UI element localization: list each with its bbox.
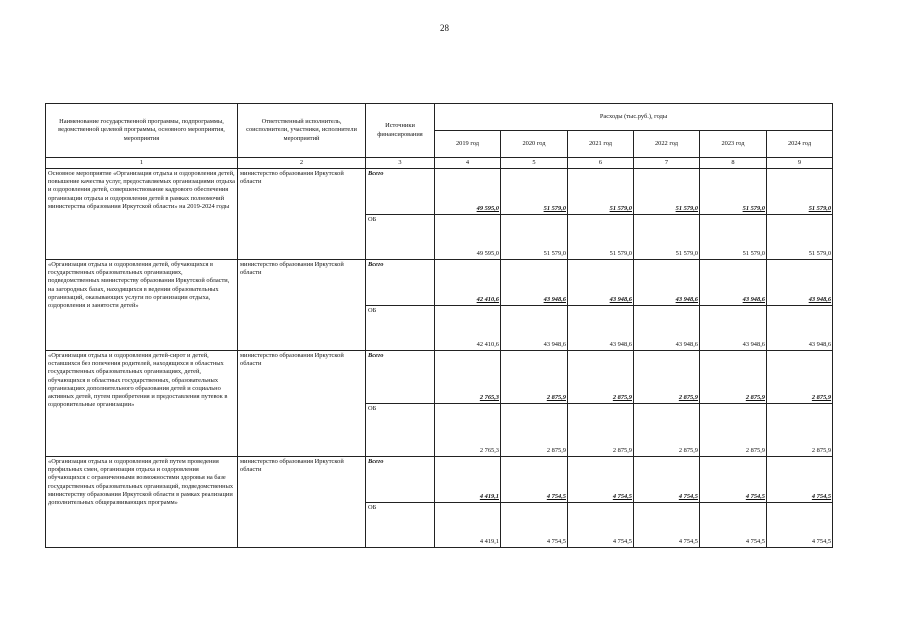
- header-name-column: Наименование государственной программы, подпрограммы, ведомственной целевой программы, основного мероприятия, мероприятия: [46, 104, 238, 158]
- header-year: 2020 год: [501, 131, 568, 158]
- ob-value: 4 754,5: [634, 503, 700, 548]
- header-year: 2021 год: [568, 131, 634, 158]
- total-value: 4 754,5: [700, 457, 767, 503]
- total-value: 42 410,6: [435, 260, 501, 306]
- total-value: 2 875,9: [634, 351, 700, 404]
- total-value: 2 875,9: [700, 351, 767, 404]
- total-value: 51 579,0: [634, 169, 700, 215]
- header-expenses: Расходы (тыс.руб.), годы: [435, 104, 833, 131]
- total-value: 51 579,0: [501, 169, 568, 215]
- total-value: 2 765,3: [435, 351, 501, 404]
- header-year: 2024 год: [767, 131, 833, 158]
- ob-value: 2 875,9: [767, 404, 833, 457]
- column-number: 4: [435, 158, 501, 169]
- ob-value: 51 579,0: [634, 215, 700, 260]
- ob-value: 51 579,0: [501, 215, 568, 260]
- activity-name: «Организация отдыха и оздоровления детей, обучающихся в государственных образовательных организациях, подведомственных министерству образования Иркутской области, на загородных базах, находящихся в ведении образовательных организаций, оказывающих услуги по организации отдыха, оздоровления и занятости детей»: [46, 260, 238, 351]
- total-value: 2 875,9: [501, 351, 568, 404]
- ob-value: 4 419,1: [435, 503, 501, 548]
- executor: министерство образования Иркутской области: [238, 169, 366, 260]
- total-value: 2 875,9: [767, 351, 833, 404]
- table-row: [46, 351, 833, 404]
- total-value: 4 754,5: [568, 457, 634, 503]
- activity-name: «Организация отдыха и оздоровления детей-сирот и детей, оставшихся без попечения родителей, находящихся в областных государственных образовательных организациях, детей, обучающихся в областных государственных, образовательных организациях дополнительного образования детей и социально активных детей, путем приобретения и предоставления путевок в оздоровительные организации»: [46, 351, 238, 457]
- financing-table: [45, 103, 833, 548]
- total-value: 43 948,6: [568, 260, 634, 306]
- source-ob: ОБ: [366, 503, 435, 548]
- ob-value: 43 948,6: [634, 306, 700, 351]
- total-value: 43 948,6: [700, 260, 767, 306]
- column-number: 1: [46, 158, 238, 169]
- column-number: 3: [366, 158, 435, 169]
- ob-value: 43 948,6: [568, 306, 634, 351]
- total-value: 43 948,6: [767, 260, 833, 306]
- table-row: [46, 457, 833, 503]
- ob-value: 2 875,9: [700, 404, 767, 457]
- total-value: 43 948,6: [634, 260, 700, 306]
- ob-value: 4 754,5: [501, 503, 568, 548]
- ob-value: 2 765,3: [435, 404, 501, 457]
- executor: министерство образования Иркутской области: [238, 457, 366, 548]
- total-value: 49 595,0: [435, 169, 501, 215]
- column-number: 6: [568, 158, 634, 169]
- ob-value: 43 948,6: [501, 306, 568, 351]
- total-value: 4 754,5: [767, 457, 833, 503]
- table-row: [46, 169, 833, 215]
- page-number: 28: [440, 23, 449, 33]
- source-total: Всего: [366, 169, 435, 215]
- ob-value: 42 410,6: [435, 306, 501, 351]
- header-year: 2022 год: [634, 131, 700, 158]
- total-value: 51 579,0: [767, 169, 833, 215]
- ob-value: 43 948,6: [700, 306, 767, 351]
- ob-value: 2 875,9: [634, 404, 700, 457]
- ob-value: 51 579,0: [767, 215, 833, 260]
- activity-name: «Организация отдыха и оздоровления детей путем проведения профильных смен, организация отдыха и оздоровления обучающихся с ограниченными возможностями здоровья на базе государственных образовательных организаций, подведомственных министерству образования Иркутской области в рамках реализации дополнительных общеразвивающих программ»: [46, 457, 238, 548]
- header-year: 2023 год: [700, 131, 767, 158]
- total-value: 4 754,5: [501, 457, 568, 503]
- column-numbers-row: [46, 158, 833, 169]
- ob-value: 2 875,9: [501, 404, 568, 457]
- source-total: Всего: [366, 260, 435, 306]
- source-total: Всего: [366, 351, 435, 404]
- total-value: 2 875,9: [568, 351, 634, 404]
- total-value: 43 948,6: [501, 260, 568, 306]
- header-source-column: Источники финансирования: [366, 104, 435, 158]
- header-executor-column: Ответственный исполнитель, соисполнители, участники, исполнители мероприятий: [238, 104, 366, 158]
- total-value: 4 754,5: [634, 457, 700, 503]
- source-ob: ОБ: [366, 215, 435, 260]
- total-value: 4 419,1: [435, 457, 501, 503]
- source-total: Всего: [366, 457, 435, 503]
- ob-value: 43 948,6: [767, 306, 833, 351]
- ob-value: 51 579,0: [568, 215, 634, 260]
- ob-value: 51 579,0: [700, 215, 767, 260]
- total-value: 51 579,0: [700, 169, 767, 215]
- column-number: 5: [501, 158, 568, 169]
- ob-value: 4 754,5: [700, 503, 767, 548]
- column-number: 7: [634, 158, 700, 169]
- column-number: 9: [767, 158, 833, 169]
- source-ob: ОБ: [366, 306, 435, 351]
- ob-value: 2 875,9: [568, 404, 634, 457]
- total-value: 51 579,0: [568, 169, 634, 215]
- executor: министерство образования Иркутской области: [238, 351, 366, 457]
- header-year: 2019 год: [435, 131, 501, 158]
- source-ob: ОБ: [366, 404, 435, 457]
- column-number: 8: [700, 158, 767, 169]
- column-number: 2: [238, 158, 366, 169]
- table-row: [46, 260, 833, 306]
- activity-name: Основное мероприятие «Организация отдыха и оздоровления детей, повышение качества услуг, предоставляемых организациями отдыха и оздоровления детей, совершенствование кадрового обеспечения организации отдыха и оздоровления детей в рамках полномочий министерства образования Иркутской области» на 2019-2024 годы: [46, 169, 238, 260]
- executor: министерство образования Иркутской области: [238, 260, 366, 351]
- ob-value: 49 595,0: [435, 215, 501, 260]
- ob-value: 4 754,5: [767, 503, 833, 548]
- ob-value: 4 754,5: [568, 503, 634, 548]
